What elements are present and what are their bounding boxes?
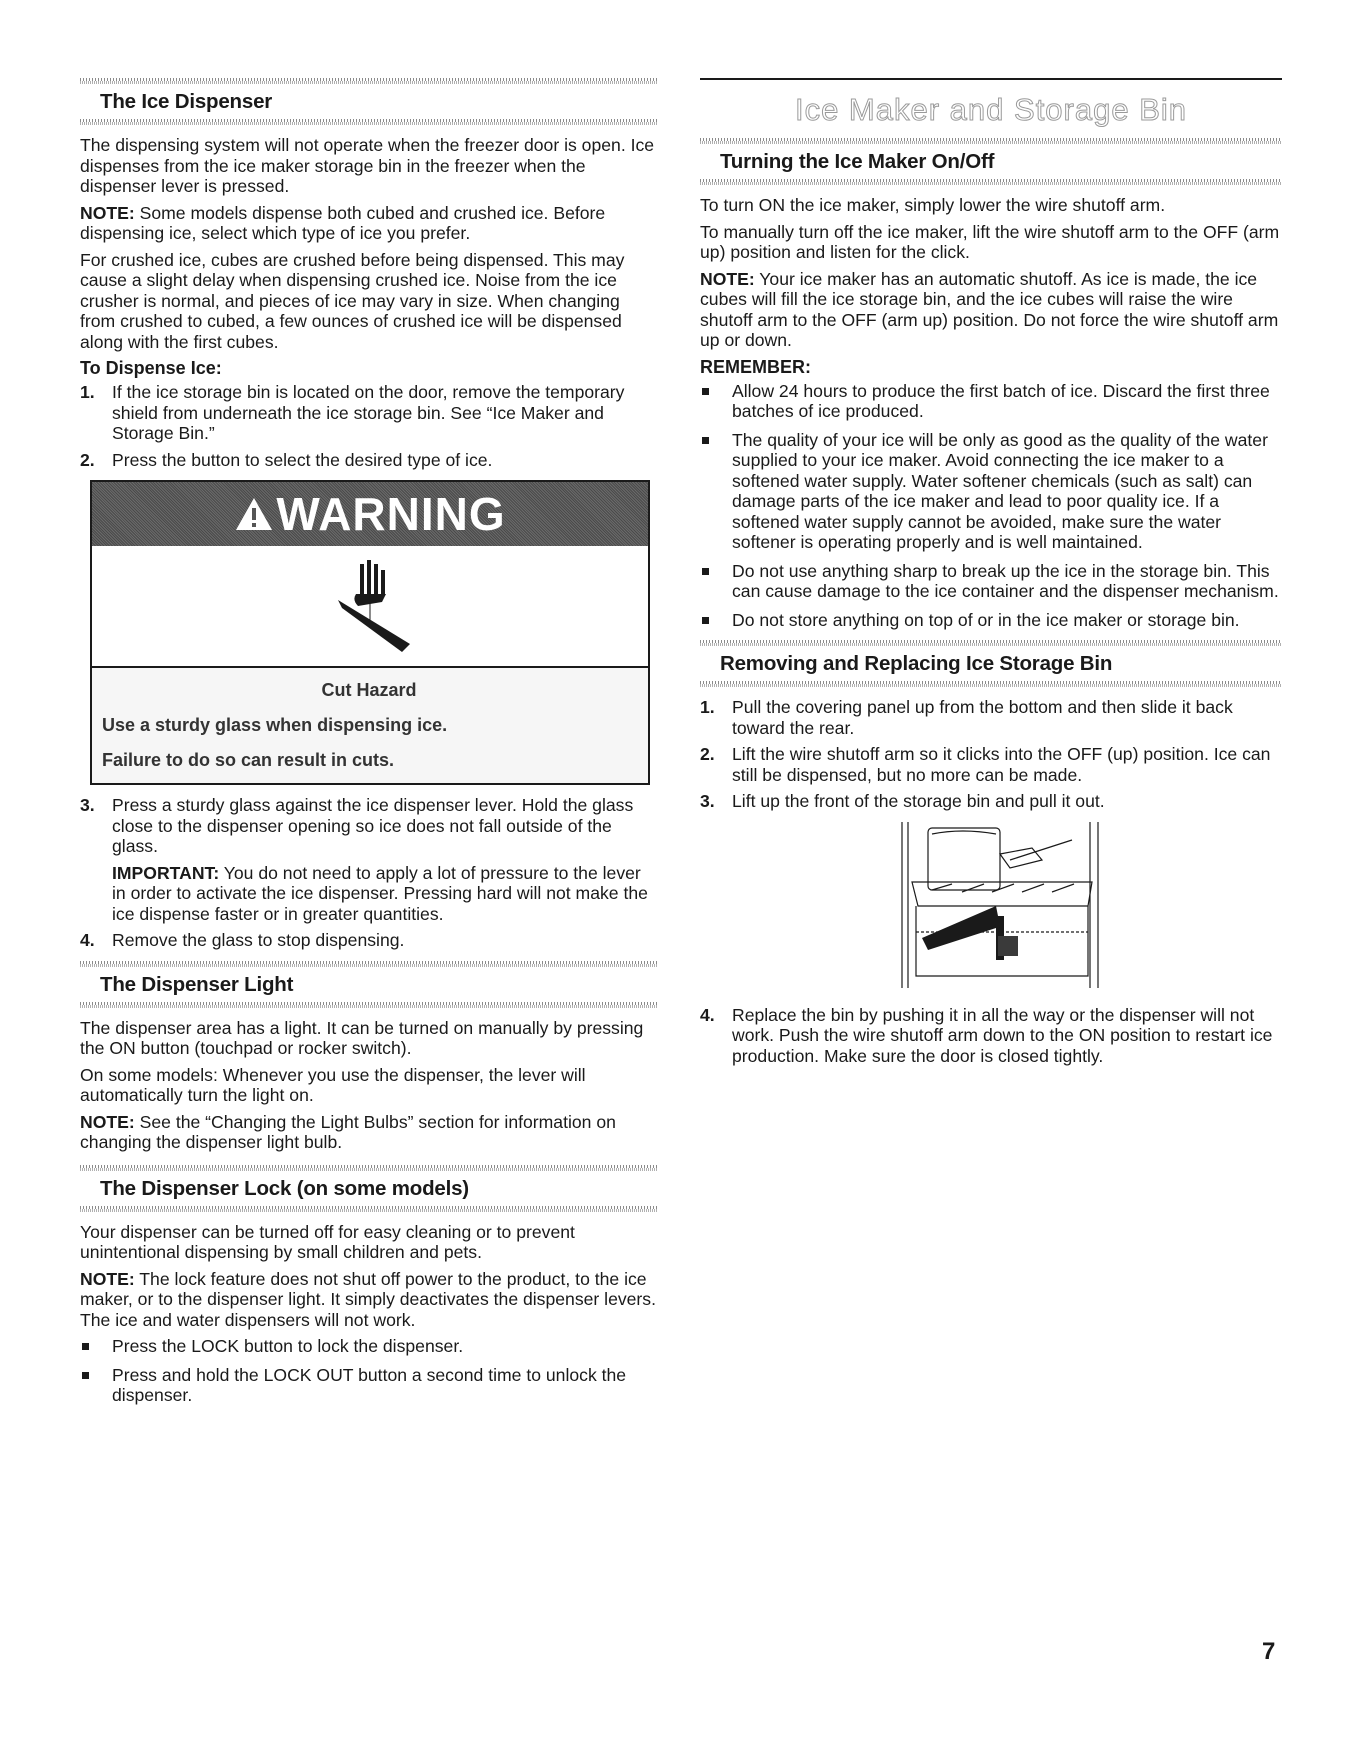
step-text: Remove the glass to stop dispensing. [112,930,405,950]
section-header-turning-on-off [700,138,1282,185]
list-item [700,381,1282,422]
step-number: 4. [700,1004,715,1025]
list-item [700,791,1282,812]
bullet-text: Press the LOCK button to lock the dispenser. [112,1336,464,1356]
bullet-icon [702,437,709,444]
dotted-rule [700,179,1282,185]
bullet-text: Do not store anything on top of or in the ice maker or storage bin. [732,609,1240,630]
step-text: Pull the covering panel up from the bottom and then slide it back toward the rear. [732,697,1233,738]
hazard-title: Cut Hazard [321,680,417,700]
list-item [700,1005,1282,1067]
step-text: If the ice storage bin is located on the door, remove the temporary shield from underneath the ice storage bin. See “Ice Maker and Storage Bin.” [112,382,625,443]
dotted-rule [80,119,658,125]
warning-instruction: Use a sturdy glass when dispensing ice. [102,715,448,735]
dotted-rule [80,1165,658,1171]
step-text: Replace the bin by pushing it in all the way or the dispenser will not work. Push the wire shutoff arm down to the ON position to restart ice production. Make sure the door is closed tightly. [732,1004,1273,1066]
steps-list [80,382,658,470]
right-column [700,78,1282,1072]
cut-hazard-pictogram [92,546,648,668]
paragraph: The dispensing system will not operate when the freezer door is open. Ice dispenses from the ice maker storage bin in the freezer when the dispenser lever is pressed. [80,135,655,196]
warning-label: WARNING [276,488,506,540]
steps-list [700,1005,1282,1067]
bullet-icon [702,568,709,575]
step-number: 1. [700,697,715,717]
note-paragraph [700,269,1282,351]
bullet-text: Press and hold the LOCK OUT button a second time to unlock the dispenser. [112,1364,627,1405]
note-paragraph [80,1269,658,1331]
paragraph: To turn ON the ice maker, simply lower the wire shutoff arm. [700,195,1166,215]
dotted-rule [80,961,658,967]
step-text: Press a sturdy glass against the ice dispenser lever. Hold the glass close to the dispenser opening so ice does not fall outside of the glass. [112,795,634,856]
paragraph: For crushed ice, cubes are crushed before being dispensed. This may cause a slight delay when dispensing crushed ice. Noise from the ice crusher is normal, and pieces of ice may vary in size. When changing from crushed to cubed, a few ounces of crushed ice will be dispensed along with the first cubes. [80,249,625,352]
section-title: Turning the Ice Maker On/Off [720,150,995,173]
list-item [700,744,1282,785]
storage-bin-illustration [892,820,1282,995]
paragraph: The dispenser area has a light. It can be turned on manually by pressing the ON button (touchpad or rocker switch). [80,1017,644,1058]
step-number: 2. [80,449,95,470]
note-text: The lock feature does not shut off power to the product, to the ice maker, or to the dispenser light. It simply deactivates the dispenser levers. The ice and water dispensers will not work. [80,1268,656,1330]
list-item [80,1336,658,1357]
step-text: Lift up the front of the storage bin and pull it out. [732,791,1105,811]
steps-list [80,795,658,951]
cut-hand-icon [320,556,420,656]
step-number: 4. [80,930,95,950]
paragraph: To manually turn off the ice maker, lift the wire shutoff arm to the OFF (arm up) position and listen for the click. [700,221,1280,262]
section-title: The Dispenser Light [100,972,294,996]
note-label: NOTE: [700,268,755,289]
note-paragraph [80,203,658,244]
dotted-rule [80,1002,658,1008]
ice-bin-diagram-icon [892,820,1112,990]
step-number: 3. [700,791,715,811]
dotted-rule [700,681,1282,687]
paragraph: Your dispenser can be turned off for easy cleaning or to prevent unintentional dispensing by small children and pets. [80,1221,575,1262]
subheading: To Dispense Ice: [80,358,222,378]
step-number: 1. [80,382,95,402]
step-number: 2. [700,744,715,764]
note-label: NOTE: [80,1268,135,1289]
section-header-storage-bin [700,640,1282,687]
dotted-rule [700,138,1282,144]
section-header-dispenser-light [80,961,658,1008]
warning-banner [92,482,648,546]
warning-triangle-icon [234,496,274,532]
warning-body [92,668,648,783]
list-item [80,450,658,471]
section-title: Removing and Replacing Ice Storage Bin [720,652,1113,675]
note-text: Your ice maker has an automatic shutoff. As ice is made, the ice cubes will fill the ice storage bin, and the ice cubes will raise the wire shutoff arm to the OFF (arm up) position. Do not force the wire shutoff arm up or down. [700,268,1279,350]
dotted-rule [700,640,1282,646]
note-label: NOTE: [80,1111,135,1132]
chapter-title: Ice Maker and Storage Bin [794,92,1188,127]
left-column [80,78,658,1414]
warning-consequence: Failure to do so can result in cuts. [102,750,395,770]
page-number: 7 [1262,1638,1276,1665]
bullet-icon [702,617,709,624]
important-text: You do not need to apply a lot of pressure to the lever in order to activate the ice dispenser. Pressing hard will not make the ice dispense faster or in greater quantities. [112,862,648,924]
warning-box [90,480,650,785]
bullet-list [700,381,1282,631]
important-note [112,863,658,925]
dotted-rule [80,1206,658,1212]
bullet-icon [702,388,709,395]
dotted-rule [80,78,658,84]
note-text: See the “Changing the Light Bulbs” section for information on changing the dispenser light bulb. [80,1111,616,1152]
bullet-text: The quality of your ice will be only as good as the quality of the water supplied to your ice maker. Avoid connecting the ice maker to a softened water supply. Water softener chemicals (such as salt) can damage parts of the ice maker and lead to poor quality ice. If a softened water supply cannot be avoided, make sure the water softener is operating properly and is well maintained. [732,429,1268,552]
step-text: Lift the wire shutoff arm so it clicks into the OFF (up) position. Ice can still be dispensed, but no more can be made. [732,744,1271,785]
important-label: IMPORTANT: [112,862,220,883]
list-item [700,610,1282,631]
note-text: Some models dispense both cubed and crushed ice. Before dispensing ice, select which type of ice you prefer. [80,202,606,243]
section-title: The Ice Dispenser [100,90,273,113]
bullet-text: Allow 24 hours to produce the first batch of ice. Discard the first three batches of ice produced. [732,380,1270,421]
top-rule [700,78,1282,80]
bullet-icon [82,1372,89,1379]
list-item [700,697,1282,738]
step-number: 3. [80,795,95,815]
section-header-dispenser-lock [80,1165,658,1212]
list-item [700,430,1282,553]
bullet-list [80,1336,658,1406]
list-item [80,1365,658,1406]
steps-list [700,697,1282,812]
bullet-text: Do not use anything sharp to break up the ice in the storage bin. This can cause damage to the ice container and the dispenser mechanism. [732,560,1279,601]
step-text: Press the button to select the desired type of ice. [112,449,493,470]
note-paragraph [80,1112,658,1153]
list-item [80,795,658,924]
note-label: NOTE: [80,202,135,223]
list-item [80,930,658,951]
subheading: REMEMBER: [700,356,811,377]
list-item [700,561,1282,602]
bullet-icon [82,1343,89,1350]
section-header-ice-dispenser [80,78,658,125]
paragraph: On some models: Whenever you use the dispenser, the lever will automatically turn the light on. [80,1064,586,1105]
section-title: The Dispenser Lock (on some models) [100,1176,469,1200]
list-item [80,382,658,444]
